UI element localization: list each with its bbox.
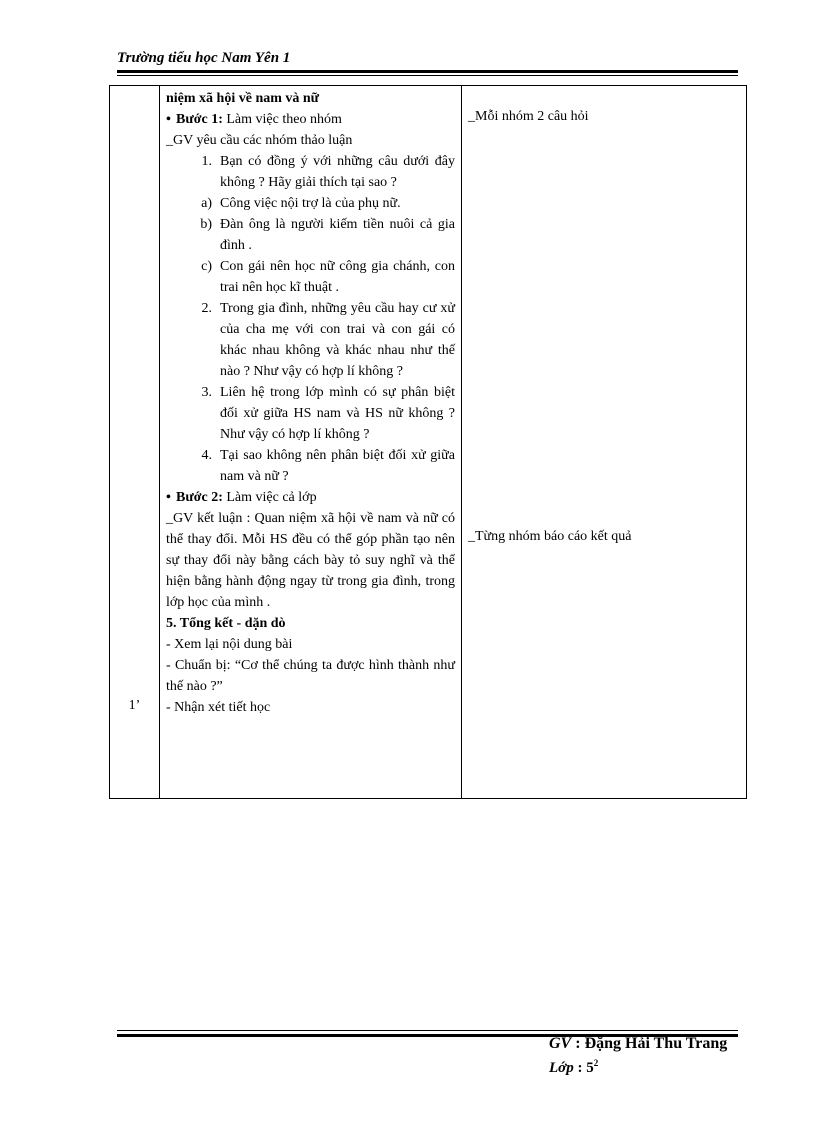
bullet-icon: •: [166, 112, 171, 127]
gv-name: : Đặng Hải Thu Trang: [575, 1035, 728, 1052]
student-line-1: _Mỗi nhóm 2 câu hỏi: [468, 109, 589, 124]
intro-line: niệm xã hội về nam và nữ: [166, 91, 320, 106]
time-column: [110, 86, 160, 799]
review-line: - Xem lại nội dung bài: [166, 637, 293, 652]
school-header: Trường tiểu học Nam Yên 1: [117, 50, 291, 66]
header-rule-thin: [117, 75, 738, 76]
footer-rule-thin: [117, 1030, 738, 1031]
question-b: [166, 214, 455, 256]
question-text: Tại sao không nên phân biệt đối xử giữa nam và nữ ?: [220, 448, 455, 484]
bullet-icon: •: [166, 490, 171, 505]
step2-label: Bước 2:: [176, 490, 223, 505]
section-5-title: 5. Tổng kết - dặn dò: [166, 616, 286, 631]
question-text: Bạn có đồng ý với những câu dưới đây không ? Hãy giải thích tại sao ?: [220, 154, 455, 190]
question-letter: a): [201, 196, 212, 211]
lesson-table: [109, 85, 747, 799]
header-rule-thick: [117, 70, 738, 73]
question-text: Trong gia đình, những yêu cầu hay cư xử của cha mẹ với con trai và con gái có khác nhau không và khác nhau như thế nào ? Như vậy có hợp lí không ?: [220, 301, 455, 379]
question-text: Liên hệ trong lớp mình có sự phân biệt đối xử giữa HS nam và HS nữ không ? Như vậy có hợp lí không ?: [220, 385, 455, 442]
question-a: [166, 193, 455, 214]
class-info: [549, 1058, 598, 1077]
question-number: 3.: [201, 385, 212, 400]
student-activities: [462, 86, 747, 799]
lop-sup: 2: [593, 1058, 599, 1068]
step1-label: Bước 1:: [176, 112, 223, 127]
step2: [166, 487, 455, 508]
step1: [166, 109, 455, 130]
remark-line: - Nhận xét tiết học: [166, 700, 271, 715]
question-letter: b): [200, 217, 212, 232]
question-4: [166, 445, 455, 487]
question-3: [166, 382, 455, 445]
teacher-activities: [160, 86, 462, 799]
gv-conclusion: _GV kết luận : Quan niệm xã hội về nam và nữ có thể thay đổi. Mỗi HS đều có thể góp phần tạo nên sự thay đổi này bằng cách bày tỏ suy nghĩ và thể hiện bằng hành động ngay từ trong gia đình, trong lớp học của mình .: [166, 511, 455, 610]
question-text: Đàn ông là người kiếm tiền nuôi cả gia đình .: [220, 217, 455, 253]
lop-value: : 5: [577, 1060, 594, 1076]
teacher-name: [549, 1035, 727, 1053]
question-text: Công việc nội trợ là của phụ nữ.: [220, 196, 401, 211]
question-number: 1.: [201, 154, 212, 169]
question-text: Con gái nên học nữ công gia chánh, con trai nên học kĩ thuật .: [220, 259, 455, 295]
step1-text: Làm việc theo nhóm: [226, 112, 342, 127]
lop-label: Lớp: [549, 1060, 574, 1076]
time-value: 1’: [128, 698, 141, 713]
question-1: [166, 151, 455, 193]
student-line-2: _Từng nhóm báo cáo kết quả: [468, 529, 632, 544]
step2-text: Làm việc cả lớp: [226, 490, 317, 505]
table-row: [110, 86, 747, 799]
question-number: 4.: [201, 448, 212, 463]
prepare-line: - Chuẩn bị: “Cơ thể chúng ta được hình thành như thế nào ?”: [166, 658, 455, 694]
question-letter: c): [201, 259, 212, 274]
question-number: 2.: [201, 301, 212, 316]
question-c: [166, 256, 455, 298]
gv-request: _GV yêu cầu các nhóm thảo luận: [166, 133, 353, 148]
question-2: [166, 298, 455, 382]
gv-label: GV: [549, 1035, 572, 1052]
